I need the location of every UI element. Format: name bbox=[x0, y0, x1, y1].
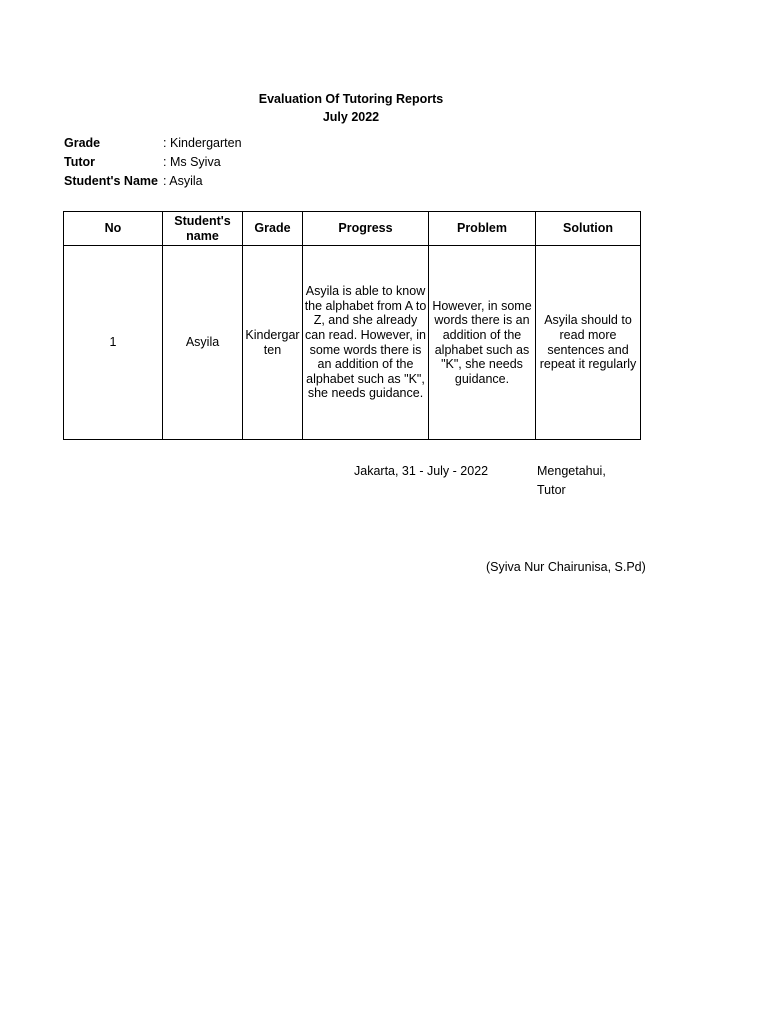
signer-name: (Syiva Nur Chairunisa, S.Pd) bbox=[486, 560, 646, 574]
document-header bbox=[0, 90, 702, 126]
info-grade-label: Grade bbox=[64, 136, 101, 150]
info-tutor-label: Tutor bbox=[64, 155, 96, 169]
cell-student-name: Asyila bbox=[163, 246, 243, 440]
cell-grade: Kindergarten bbox=[243, 246, 303, 440]
header-no: No bbox=[64, 212, 163, 246]
info-student-value: : Asyila bbox=[163, 174, 203, 188]
signer-role: Tutor bbox=[537, 483, 566, 497]
info-student-label: Student's Name bbox=[64, 174, 158, 188]
acknowledged-label: Mengetahui, bbox=[537, 464, 606, 478]
header-progress: Progress bbox=[303, 212, 429, 246]
report-table bbox=[63, 211, 641, 440]
info-tutor bbox=[64, 153, 221, 172]
info-student bbox=[64, 172, 203, 191]
place-date: Jakarta, 31 - July - 2022 bbox=[354, 464, 489, 478]
table-row bbox=[64, 246, 641, 440]
header-student-name: Student's name bbox=[163, 212, 243, 246]
table-header-row bbox=[64, 212, 641, 246]
cell-solution: Asyila should to read more sentences and repeat it regularly bbox=[536, 246, 641, 440]
cell-problem: However, in some words there is an addition of the alphabet such as "K", she needs guidance. bbox=[429, 246, 536, 440]
header-problem: Problem bbox=[429, 212, 536, 246]
cell-no: 1 bbox=[64, 246, 163, 440]
info-grade bbox=[64, 134, 242, 153]
header-grade: Grade bbox=[243, 212, 303, 246]
document-title: Evaluation Of Tutoring Reports bbox=[258, 92, 444, 106]
info-grade-value: : Kindergarten bbox=[163, 136, 242, 150]
document-period: July 2022 bbox=[322, 110, 380, 124]
header-solution: Solution bbox=[536, 212, 641, 246]
info-tutor-value: : Ms Syiva bbox=[163, 155, 221, 169]
cell-progress: Asyila is able to know the alphabet from A to Z, and she already can read. However, in some words there is an addition of the alphabet such as "K", she needs guidance. bbox=[303, 246, 429, 440]
